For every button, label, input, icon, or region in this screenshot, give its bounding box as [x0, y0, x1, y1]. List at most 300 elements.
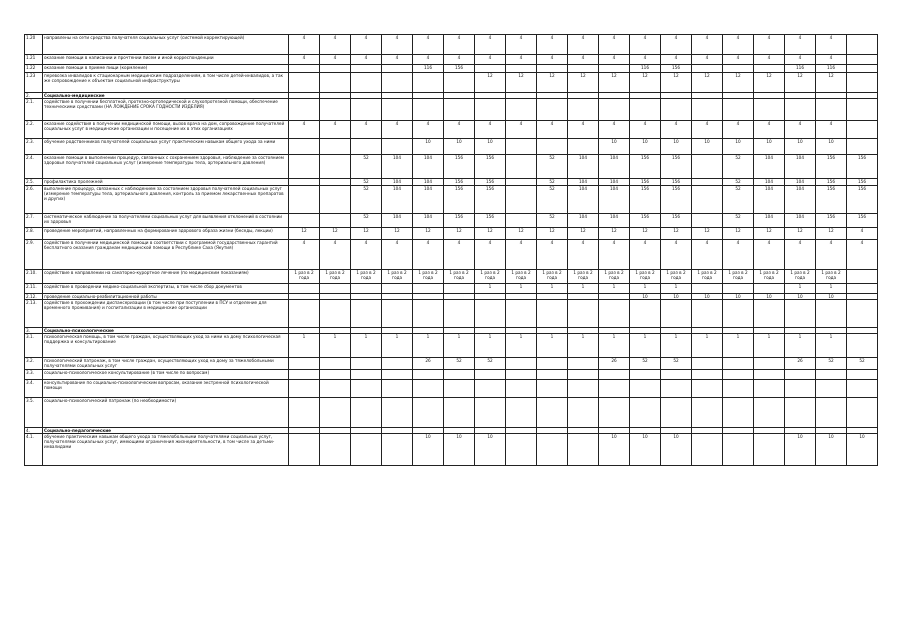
- value-cell: 4: [289, 240, 320, 270]
- service-description: оказание содействия в получении медицинской помощи, вызов врача на дом, сопровождение получателей социальных услуг в медицинские организации и посещение их в этих организациях: [43, 121, 289, 139]
- value-cell: 12: [506, 228, 537, 240]
- value-cell: [847, 380, 878, 398]
- value-cell: 156: [816, 214, 847, 228]
- table-row: [25, 370, 878, 380]
- value-cell: 1: [568, 284, 599, 294]
- value-cell: 156: [444, 155, 475, 179]
- value-cell: 1: [816, 284, 847, 294]
- value-cell: [568, 434, 599, 466]
- value-cell: 4: [382, 55, 413, 65]
- value-cell: 4: [537, 240, 568, 270]
- value-cell: [847, 99, 878, 121]
- value-cell: [816, 370, 847, 380]
- value-cell: [568, 65, 599, 73]
- value-cell: [444, 398, 475, 428]
- table-row: [25, 65, 878, 73]
- value-cell: 4: [599, 35, 630, 55]
- value-cell: 4: [444, 121, 475, 139]
- value-cell: 4: [630, 240, 661, 270]
- value-cell: [382, 370, 413, 380]
- service-description: социально-психологическое консультирование (в том числе по вопросам): [43, 370, 289, 380]
- value-cell: [382, 434, 413, 466]
- value-cell: [816, 99, 847, 121]
- value-cell: 1 раз в 2 года: [537, 270, 568, 284]
- value-cell: 104: [754, 186, 785, 214]
- value-cell: 26: [599, 358, 630, 370]
- value-cell: 12: [754, 73, 785, 93]
- value-cell: 1 раз в 2 года: [506, 270, 537, 284]
- value-cell: [320, 179, 351, 186]
- value-cell: 156: [661, 186, 692, 214]
- value-cell: 1: [444, 334, 475, 358]
- value-cell: 1: [289, 334, 320, 358]
- value-cell: [692, 370, 723, 380]
- service-description: содействие в проведении медико-социальной экспертизы, в том числе сбор документов: [43, 284, 289, 294]
- value-cell: 12: [413, 228, 444, 240]
- value-cell: 104: [785, 186, 816, 214]
- value-cell: [320, 380, 351, 398]
- value-cell: 4: [413, 240, 444, 270]
- value-cell: [568, 380, 599, 398]
- value-cell: 4: [320, 55, 351, 65]
- service-description: содействие в прохождении диспансеризации (в том числе при поступлении в ПСУ и отделение для временного проживания) и госпитализации в медицинские организации: [43, 300, 289, 328]
- value-cell: 156: [444, 214, 475, 228]
- value-cell: 1: [785, 284, 816, 294]
- service-description: содействие в направлении на санаторно-курортное лечение (по медицинским показаниям): [43, 270, 289, 284]
- value-cell: 10: [785, 139, 816, 155]
- value-cell: 12: [568, 73, 599, 93]
- value-cell: 156: [475, 186, 506, 214]
- value-cell: 104: [599, 214, 630, 228]
- value-cell: [382, 398, 413, 428]
- value-cell: 4: [630, 55, 661, 65]
- value-cell: [692, 380, 723, 398]
- value-cell: 4: [599, 240, 630, 270]
- table-row: [25, 73, 878, 93]
- value-cell: 4: [816, 55, 847, 65]
- value-cell: [630, 380, 661, 398]
- value-cell: [754, 65, 785, 73]
- table-row: [25, 398, 878, 428]
- value-cell: 52: [723, 214, 754, 228]
- value-cell: [475, 99, 506, 121]
- value-cell: 1 раз в 2 года: [475, 270, 506, 284]
- value-cell: 12: [785, 228, 816, 240]
- value-cell: [289, 398, 320, 428]
- value-cell: [320, 300, 351, 328]
- value-cell: [692, 99, 723, 121]
- service-description: психологическая помощь, в том числе граждан, осуществляющих уход за ними на дому психологическая поддержка и консультирование: [43, 334, 289, 358]
- value-cell: 1 раз в 2 года: [289, 270, 320, 284]
- value-cell: 104: [754, 214, 785, 228]
- value-cell: [599, 380, 630, 398]
- value-cell: [444, 99, 475, 121]
- value-cell: 12: [475, 73, 506, 93]
- value-cell: 4: [599, 121, 630, 139]
- row-number: 3.1.: [25, 334, 43, 358]
- value-cell: 4: [754, 121, 785, 139]
- value-cell: [816, 300, 847, 328]
- value-cell: 104: [599, 186, 630, 214]
- value-cell: 10: [413, 139, 444, 155]
- row-number: 2.12.: [25, 294, 43, 300]
- value-cell: 116: [630, 65, 661, 73]
- value-cell: 104: [754, 155, 785, 179]
- value-cell: 4: [382, 35, 413, 55]
- row-number: 2.9.: [25, 240, 43, 270]
- value-cell: [630, 370, 661, 380]
- value-cell: [444, 370, 475, 380]
- value-cell: [382, 139, 413, 155]
- value-cell: 4: [847, 240, 878, 270]
- value-cell: [630, 99, 661, 121]
- value-cell: 4: [537, 55, 568, 65]
- value-cell: 12: [289, 228, 320, 240]
- value-cell: 52: [475, 358, 506, 370]
- value-cell: 12: [816, 228, 847, 240]
- table-row: [25, 139, 878, 155]
- value-cell: [320, 99, 351, 121]
- value-cell: [413, 73, 444, 93]
- value-cell: 10: [754, 139, 785, 155]
- value-cell: 4: [661, 121, 692, 139]
- value-cell: [289, 139, 320, 155]
- value-cell: 4: [568, 240, 599, 270]
- value-cell: [413, 99, 444, 121]
- value-cell: [351, 284, 382, 294]
- service-description: Социально-педагогические: [43, 428, 289, 434]
- value-cell: [506, 380, 537, 398]
- value-cell: 4: [506, 240, 537, 270]
- table-row: [25, 300, 878, 328]
- value-cell: [320, 73, 351, 93]
- value-cell: [723, 398, 754, 428]
- table-row: [25, 55, 878, 65]
- service-description: обучение родственников получателей социальных услуг практическим навыкам общего ухода за ними: [43, 139, 289, 155]
- value-cell: 156: [661, 155, 692, 179]
- value-cell: [320, 358, 351, 370]
- value-cell: 4: [661, 240, 692, 270]
- service-description: выполнение процедур, связанных с наблюдением за состоянием здоровья получателей социальных услуг (измерение температуры тела, артериального давления, контроль за приемом лекарственных препаратов и других): [43, 186, 289, 214]
- value-cell: 156: [630, 214, 661, 228]
- value-cell: [568, 398, 599, 428]
- value-cell: [847, 139, 878, 155]
- row-number: 2.11.: [25, 284, 43, 294]
- value-cell: [754, 99, 785, 121]
- value-cell: [785, 99, 816, 121]
- value-cell: 4: [506, 121, 537, 139]
- value-cell: [847, 370, 878, 380]
- value-cell: 10: [816, 434, 847, 466]
- value-cell: 104: [599, 179, 630, 186]
- table-row: [25, 99, 878, 121]
- value-cell: 10: [599, 434, 630, 466]
- value-cell: 156: [847, 179, 878, 186]
- value-cell: [289, 434, 320, 466]
- value-cell: [692, 284, 723, 294]
- value-cell: 52: [630, 358, 661, 370]
- value-cell: [413, 284, 444, 294]
- value-cell: [289, 370, 320, 380]
- value-cell: [692, 65, 723, 73]
- value-cell: 4: [723, 55, 754, 65]
- service-description: систематическое наблюдение за получателями социальных услуг для выявления отклонений в состоянии их здоровья: [43, 214, 289, 228]
- row-number: 2.8.: [25, 228, 43, 240]
- value-cell: 1 раз в 2 года: [754, 270, 785, 284]
- value-cell: 104: [785, 214, 816, 228]
- value-cell: [785, 380, 816, 398]
- row-number: 3.5.: [25, 398, 43, 428]
- value-cell: [754, 380, 785, 398]
- value-cell: 10: [661, 434, 692, 466]
- value-cell: 156: [475, 214, 506, 228]
- row-number: 2.1.: [25, 99, 43, 121]
- value-cell: 26: [785, 358, 816, 370]
- value-cell: 12: [816, 73, 847, 93]
- value-cell: 1: [661, 284, 692, 294]
- table-row: [25, 186, 878, 214]
- value-cell: [382, 284, 413, 294]
- value-cell: [568, 300, 599, 328]
- value-cell: 4: [785, 121, 816, 139]
- value-cell: 12: [692, 228, 723, 240]
- value-cell: [289, 380, 320, 398]
- service-description: Социально-психологические: [43, 328, 289, 334]
- value-cell: [444, 300, 475, 328]
- value-cell: [785, 398, 816, 428]
- value-cell: [785, 300, 816, 328]
- value-cell: 10: [692, 139, 723, 155]
- value-cell: 52: [847, 358, 878, 370]
- value-cell: 4: [289, 35, 320, 55]
- value-cell: [506, 99, 537, 121]
- value-cell: 4: [692, 55, 723, 65]
- value-cell: 12: [661, 73, 692, 93]
- service-description: оказание помощи в выполнении процедур, связанных с сохранением здоровья, наблюдение за состоянием здоровья получателей социальных услуг (измерение температуры тела, артериального давления): [43, 155, 289, 179]
- value-cell: 12: [537, 228, 568, 240]
- value-cell: 4: [351, 55, 382, 65]
- value-cell: 156: [444, 186, 475, 214]
- value-cell: 4: [785, 35, 816, 55]
- value-cell: [413, 300, 444, 328]
- value-cell: [351, 398, 382, 428]
- value-cell: 4: [351, 121, 382, 139]
- service-description: оказание помощи в написании и прочтении писем и иной корреспонденции: [43, 55, 289, 65]
- value-cell: 1 раз в 2 года: [816, 270, 847, 284]
- value-cell: 4: [568, 55, 599, 65]
- value-cell: 10: [475, 434, 506, 466]
- value-cell: 4: [754, 55, 785, 65]
- value-cell: [382, 73, 413, 93]
- value-cell: [847, 35, 878, 55]
- value-cell: 1: [537, 284, 568, 294]
- value-cell: [599, 65, 630, 73]
- row-number: 2.: [25, 93, 43, 99]
- value-cell: 4: [320, 35, 351, 55]
- value-cell: 52: [723, 186, 754, 214]
- value-cell: 12: [506, 73, 537, 93]
- value-cell: 116: [785, 65, 816, 73]
- value-cell: 12: [537, 73, 568, 93]
- value-cell: 156: [630, 179, 661, 186]
- value-cell: 10: [692, 294, 723, 300]
- value-cell: 1 раз в 2 года: [568, 270, 599, 284]
- value-cell: [506, 155, 537, 179]
- value-cell: 104: [413, 214, 444, 228]
- value-cell: [351, 434, 382, 466]
- document-sheet: [24, 34, 878, 466]
- value-cell: [537, 380, 568, 398]
- value-cell: 4: [723, 121, 754, 139]
- value-cell: 52: [537, 179, 568, 186]
- value-cell: [506, 186, 537, 214]
- value-cell: 156: [444, 65, 475, 73]
- value-cell: 156: [630, 155, 661, 179]
- value-cell: [692, 155, 723, 179]
- table-row: [25, 270, 878, 284]
- value-cell: 156: [847, 186, 878, 214]
- row-number: 1.22: [25, 65, 43, 73]
- value-cell: [754, 358, 785, 370]
- value-cell: 1: [785, 334, 816, 358]
- value-cell: 52: [537, 186, 568, 214]
- value-cell: 10: [413, 434, 444, 466]
- value-cell: [537, 139, 568, 155]
- row-number: 2.7.: [25, 214, 43, 228]
- service-description: перевозка инвалидов к стационарным медицинским подразделениям, в том числе детей-инвалидов, а так же сопровождение к объектам социальной инфраструктуры: [43, 73, 289, 93]
- value-cell: 1 раз в 2 года: [661, 270, 692, 284]
- value-cell: 104: [754, 179, 785, 186]
- value-cell: 104: [413, 179, 444, 186]
- row-number: 4.: [25, 428, 43, 434]
- value-cell: [692, 214, 723, 228]
- value-cell: [661, 300, 692, 328]
- value-cell: 1 раз в 2 года: [599, 270, 630, 284]
- value-cell: 156: [816, 186, 847, 214]
- table-row: [25, 334, 878, 358]
- value-cell: 12: [692, 73, 723, 93]
- value-cell: [351, 99, 382, 121]
- value-cell: 12: [475, 228, 506, 240]
- service-description: психологический патронаж, в том числе граждан, осуществляющих уход на дому за тяжелобольными получателями социальных услуг: [43, 358, 289, 370]
- value-cell: 4: [537, 121, 568, 139]
- value-cell: 4: [754, 35, 785, 55]
- value-cell: [599, 370, 630, 380]
- value-cell: [289, 99, 320, 121]
- value-cell: 1 раз в 2 года: [444, 270, 475, 284]
- value-cell: 156: [847, 155, 878, 179]
- value-cell: 1: [816, 334, 847, 358]
- value-cell: 4: [289, 55, 320, 65]
- value-cell: [444, 73, 475, 93]
- value-cell: 4: [816, 35, 847, 55]
- value-cell: 12: [661, 228, 692, 240]
- value-cell: 156: [816, 179, 847, 186]
- value-cell: [537, 434, 568, 466]
- value-cell: 156: [444, 179, 475, 186]
- row-number: 1.23: [25, 73, 43, 93]
- value-cell: 1: [568, 334, 599, 358]
- value-cell: 10: [723, 139, 754, 155]
- row-number: 3.3.: [25, 370, 43, 380]
- value-cell: 1 раз в 2 года: [320, 270, 351, 284]
- value-cell: 104: [382, 214, 413, 228]
- value-cell: 4: [475, 240, 506, 270]
- value-cell: [289, 284, 320, 294]
- value-cell: 10: [630, 434, 661, 466]
- value-cell: [661, 370, 692, 380]
- value-cell: [847, 73, 878, 93]
- service-description: проведение социально-реабилитационной работы: [43, 294, 289, 300]
- service-description: обучение практическим навыкам общего ухода за тяжелобольными получателями социальных услуг, получателями социальных услуг, имеющими ограничения жизнедеятельности, в том числе за детьми-инвалидами: [43, 434, 289, 466]
- value-cell: [816, 380, 847, 398]
- value-cell: [382, 99, 413, 121]
- value-cell: [847, 121, 878, 139]
- value-cell: 10: [816, 139, 847, 155]
- value-cell: [320, 65, 351, 73]
- row-number: 2.5.: [25, 179, 43, 186]
- value-cell: [568, 139, 599, 155]
- value-cell: 1: [475, 284, 506, 294]
- value-cell: 104: [568, 186, 599, 214]
- value-cell: 156: [661, 214, 692, 228]
- value-cell: 4: [816, 121, 847, 139]
- value-cell: 1: [537, 334, 568, 358]
- value-cell: 4: [723, 35, 754, 55]
- row-number: 2.2.: [25, 121, 43, 139]
- value-cell: 52: [723, 179, 754, 186]
- value-cell: [754, 284, 785, 294]
- value-cell: 156: [475, 179, 506, 186]
- value-cell: [506, 434, 537, 466]
- value-cell: [289, 179, 320, 186]
- value-cell: [537, 99, 568, 121]
- service-description: оказание помощи в приеме пищи (кормление): [43, 65, 289, 73]
- value-cell: 52: [537, 214, 568, 228]
- value-cell: 1: [382, 334, 413, 358]
- row-number: 2.6.: [25, 186, 43, 214]
- value-cell: [723, 300, 754, 328]
- value-cell: [692, 398, 723, 428]
- value-cell: [599, 398, 630, 428]
- value-cell: 1 раз в 2 года: [413, 270, 444, 284]
- service-description: Социально-медицинские: [43, 93, 289, 99]
- value-cell: [289, 358, 320, 370]
- value-cell: 52: [444, 358, 475, 370]
- value-cell: 4: [568, 121, 599, 139]
- value-cell: 12: [382, 228, 413, 240]
- value-cell: 12: [754, 228, 785, 240]
- value-cell: 52: [537, 155, 568, 179]
- value-cell: [692, 434, 723, 466]
- value-cell: 1: [506, 334, 537, 358]
- row-number: 2.3.: [25, 139, 43, 155]
- value-cell: [692, 186, 723, 214]
- value-cell: [537, 370, 568, 380]
- value-cell: 52: [351, 155, 382, 179]
- value-cell: [320, 398, 351, 428]
- value-cell: 1 раз в 2 года: [382, 270, 413, 284]
- value-cell: 1 раз в 2 года: [692, 270, 723, 284]
- value-cell: 1: [320, 334, 351, 358]
- value-cell: 4: [692, 121, 723, 139]
- value-cell: [382, 380, 413, 398]
- value-cell: 1 раз в 2 года: [351, 270, 382, 284]
- value-cell: 156: [661, 179, 692, 186]
- value-cell: [413, 398, 444, 428]
- row-number: 3.2.: [25, 358, 43, 370]
- table-row: [25, 284, 878, 294]
